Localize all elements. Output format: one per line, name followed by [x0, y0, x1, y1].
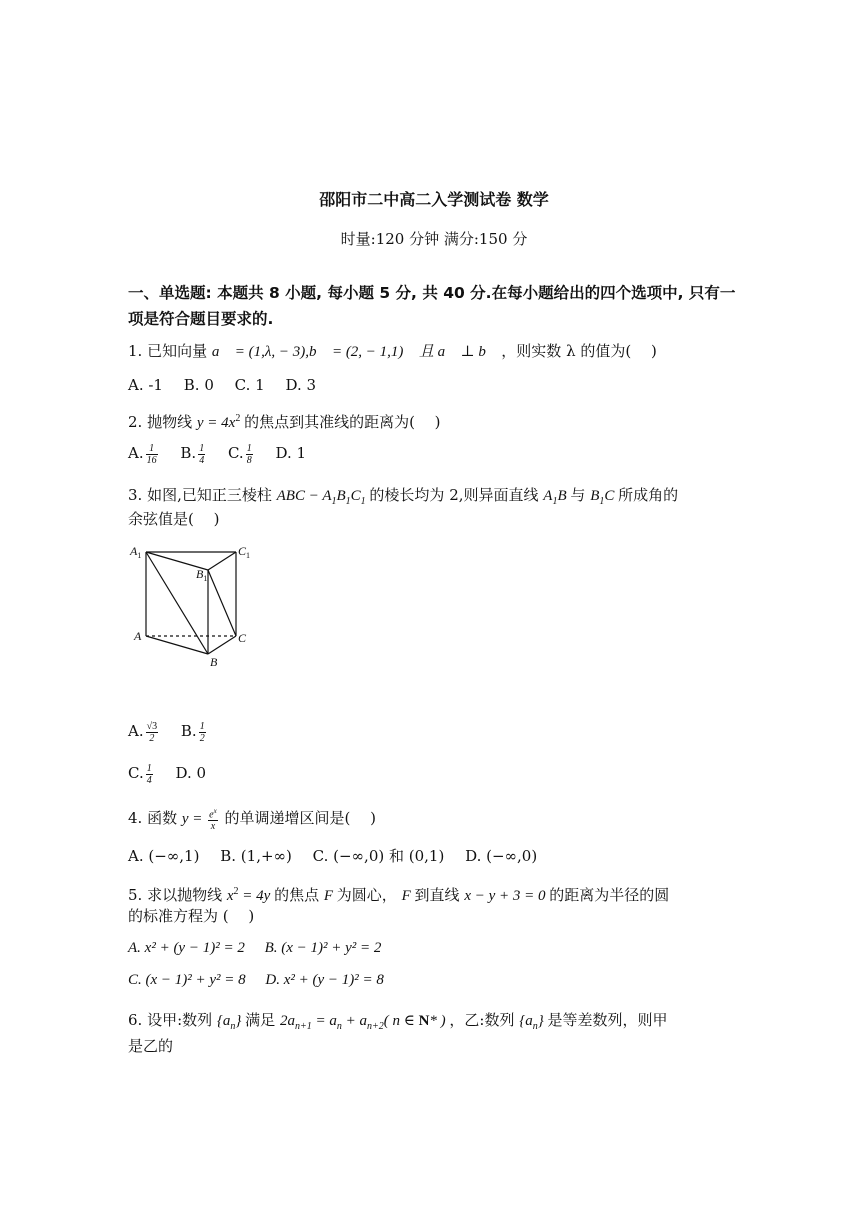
q4-option-d: D. (−∞,0): [465, 847, 538, 865]
question-6-stem-line2: 是乙的: [128, 1037, 174, 1055]
label-a1: $A_1$: [130, 544, 142, 560]
q1-option-a: A. -1: [128, 376, 163, 394]
q1-option-c: C. 1: [234, 376, 265, 394]
q2-option-d: D. 1: [275, 444, 307, 462]
q1-option-b: B. 0: [183, 376, 214, 394]
question-3-options-2: [128, 762, 222, 786]
question-2-stem: [128, 408, 441, 434]
question-4-stem: 4. 函数 y = $\frac{e^x}{x}$ 的单调递增区间是( ): [128, 807, 376, 833]
edge-b-c: [208, 636, 236, 654]
q2-stem-start: 2. 抛物线: [128, 413, 193, 431]
label-a: A: [134, 629, 142, 643]
label-b1: $B_1$: [196, 567, 208, 583]
q2-option-b: B. $\frac{1}{4}$: [180, 442, 205, 466]
question-5-stem-line2: 的标准方程为 ( ): [128, 907, 255, 925]
q1-option-d: D. 3: [285, 376, 317, 394]
q2-parabola: $y = 4x^2$: [196, 413, 241, 431]
question-1-stem: [128, 340, 657, 363]
question-5-stem: 5. 求以抛物线 $x^2 = 4y$ 的焦点 F 为圆心， F 到直线 x − y + 3 = 0 的距离为半径的圆: [128, 886, 670, 904]
q5-option-a: A. x² + (y − 1)² = 2: [128, 940, 245, 956]
question-5-options-1: [128, 937, 397, 959]
segment-b1-c: [208, 570, 236, 636]
label-c: C: [238, 631, 247, 645]
q4-option-c: C. (−∞,0) 和 (0,1): [312, 847, 445, 865]
q3-option-c: C. $\frac{1}{4}$: [128, 762, 152, 786]
q5-option-d: D. x² + (y − 1)² = 8: [265, 972, 384, 988]
question-3-stem-line2: 余弦值是( ): [128, 510, 220, 528]
q1-vectors: a⃗ = (1,λ, − 3),b⃗ = (2, − 1,1) ，且 a⃗ ⊥ b⃗: [211, 344, 502, 360]
exam-time-score: 时量:120 分钟 满分:150 分: [340, 230, 528, 248]
label-b: B: [210, 655, 218, 669]
question-3-stem: 3. 如图,已知正三棱柱 ABC − $A_1B_1C_1$ 的棱长均为 2,则异面直线 $A_1B$ 与 $B_1C$ 所成角的: [128, 486, 679, 507]
question-1-options: [128, 374, 332, 396]
q2-stem-end: 的焦点到其准线的距离为( ): [244, 413, 441, 431]
q3-option-d: D. 0: [175, 764, 207, 782]
q2-option-c: C. $\frac{1}{8}$: [227, 442, 252, 466]
q2-option-a: A. $\frac{1}{16}$: [128, 442, 157, 466]
prism-figure: [128, 540, 268, 670]
q4-option-a: A. (−∞,1): [128, 847, 200, 865]
label-c1: $C_1$: [238, 544, 251, 560]
question-4-options: [128, 845, 553, 867]
page-title: 邵阳市二中高二入学测试卷 数学: [319, 190, 549, 209]
q4-option-b: B. (1,+∞): [220, 847, 292, 865]
q3-option-b: B. $\frac{1}{2}$: [180, 720, 205, 744]
q1-stem-end: ，则实数 λ 的值为( ): [501, 342, 657, 360]
question-2-options: [128, 442, 322, 466]
question-6-stem: 6. 设甲:数列 $\{a_n\}$ 满足 $2a_{n+1} = a_n + a_{n+2}$( n ∈ N* ) ，乙:数列 $\{a_n\}$ 是等差数列，则甲: [128, 1011, 668, 1032]
q1-stem-start: 1. 已知向量: [128, 342, 208, 360]
q5-option-c: C. (x − 1)² + y² = 8: [128, 972, 246, 988]
q3-option-a: A. $\frac{√3}{2}$: [128, 720, 158, 744]
question-3-options-1: [128, 720, 224, 744]
edge-b1-c1: [208, 552, 236, 570]
q5-option-b: B. (x − 1)² + y² = 2: [264, 940, 382, 956]
section-heading: 一、单选题: 本题共 8 小题, 每小题 5 分, 共 40 分.在每小题给出的四个选项中, 只有一项是符合题目要求的.: [128, 284, 736, 328]
question-5-options-2: [128, 969, 400, 991]
